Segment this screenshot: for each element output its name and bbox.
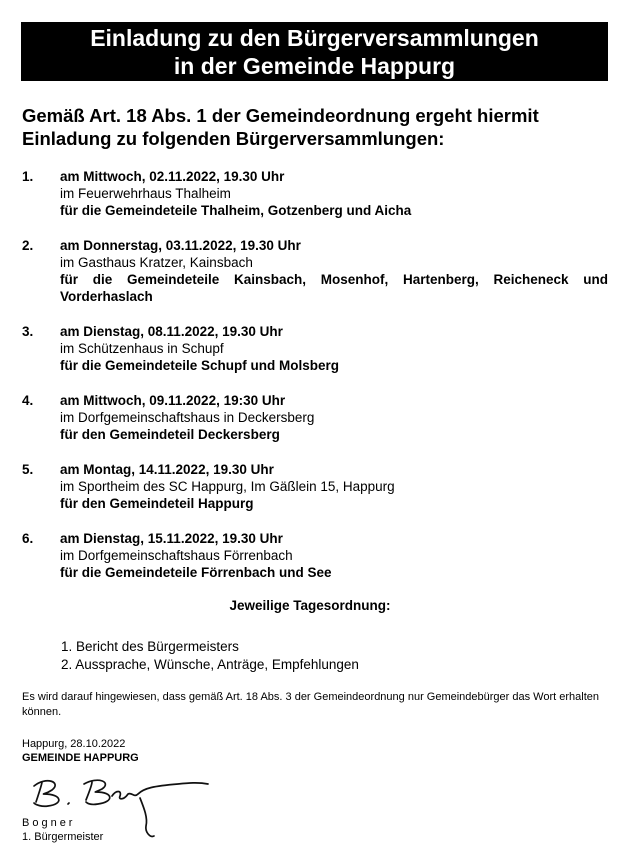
meeting-when: am Dienstag, 08.11.2022, 19.30 Uhr (60, 324, 283, 339)
meeting-where: im Dorfgemeinschaftshaus Förrenbach (60, 548, 293, 563)
meeting-number: 1. (22, 169, 34, 184)
place-date: Happurg, 28.10.2022 (22, 738, 126, 750)
meeting-where: im Schützenhaus in Schupf (60, 341, 224, 356)
meeting-number: 6. (22, 531, 34, 546)
meeting-number: 2. (22, 238, 34, 253)
meeting-who: für die Gemeindeteile Schupf und Molsberg (60, 358, 340, 373)
meeting-where: im Dorfgemeinschaftshaus in Deckersberg (60, 410, 315, 425)
meeting-item (22, 168, 608, 219)
meeting-who: für die Gemeindeteile Förrenbach und See (60, 565, 332, 580)
meeting-where: im Sportheim des SC Happurg, Im Gäßlein 15, Happurg (60, 479, 395, 494)
agenda-heading: Jeweilige Tagesordnung: (229, 598, 391, 613)
title-line-2: in der Gemeinde Happurg (173, 52, 456, 79)
intro-paragraph: Gemäß Art. 18 Abs. 1 der Gemeindeordnung ergeht hiermit Einladung zu folgenden Bürgerversammlungen: (22, 105, 539, 149)
legal-note: Es wird darauf hingewiesen, dass gemäß Art. 18 Abs. 3 der Gemeindeordnung nur Gemeindebürger das Wort erhalten können. (22, 691, 600, 718)
page-title (21, 22, 608, 81)
signer-role: 1. Bürgermeister (22, 831, 104, 843)
meeting-item (22, 530, 608, 581)
agenda-item: 2. Aussprache, Wünsche, Anträge, Empfehlungen (61, 657, 359, 672)
meeting-item (22, 461, 608, 512)
meeting-when: am Montag, 14.11.2022, 19.30 Uhr (60, 462, 274, 477)
meeting-who: für den Gemeindeteil Deckersberg (60, 427, 280, 442)
meeting-when: am Donnerstag, 03.11.2022, 19.30 Uhr (60, 238, 301, 253)
meeting-who: für die Gemeindeteile Thalheim, Gotzenberg und Aicha (60, 203, 412, 218)
meeting-number: 3. (22, 324, 34, 339)
title-line-1: Einladung zu den Bürgerversammlungen (90, 24, 539, 51)
meeting-item (22, 237, 608, 305)
meeting-where: im Feuerwehrhaus Thalheim (60, 186, 231, 201)
meeting-item (22, 392, 608, 443)
meeting-when: am Dienstag, 15.11.2022, 19.30 Uhr (60, 531, 283, 546)
meeting-where: im Gasthaus Kratzer, Kainsbach (60, 255, 253, 270)
meeting-list (22, 168, 608, 599)
meeting-number: 5. (22, 462, 34, 477)
signer-name: Bogner (22, 817, 76, 829)
agenda-list (61, 638, 359, 674)
meeting-who: für den Gemeindeteil Happurg (60, 496, 254, 511)
meeting-when: am Mittwoch, 02.11.2022, 19.30 Uhr (60, 169, 285, 184)
agenda-item: 1. Bericht des Bürgermeisters (61, 639, 239, 654)
meeting-who: für die Gemeindeteile Kainsbach, Mosenhof, Hartenberg, Reicheneck und Vorderhaslach (60, 272, 608, 304)
meeting-number: 4. (22, 393, 34, 408)
meeting-when: am Mittwoch, 09.11.2022, 19:30 Uhr (60, 393, 286, 408)
municipality-name: GEMEINDE HAPPURG (22, 752, 139, 764)
meeting-item (22, 323, 608, 374)
